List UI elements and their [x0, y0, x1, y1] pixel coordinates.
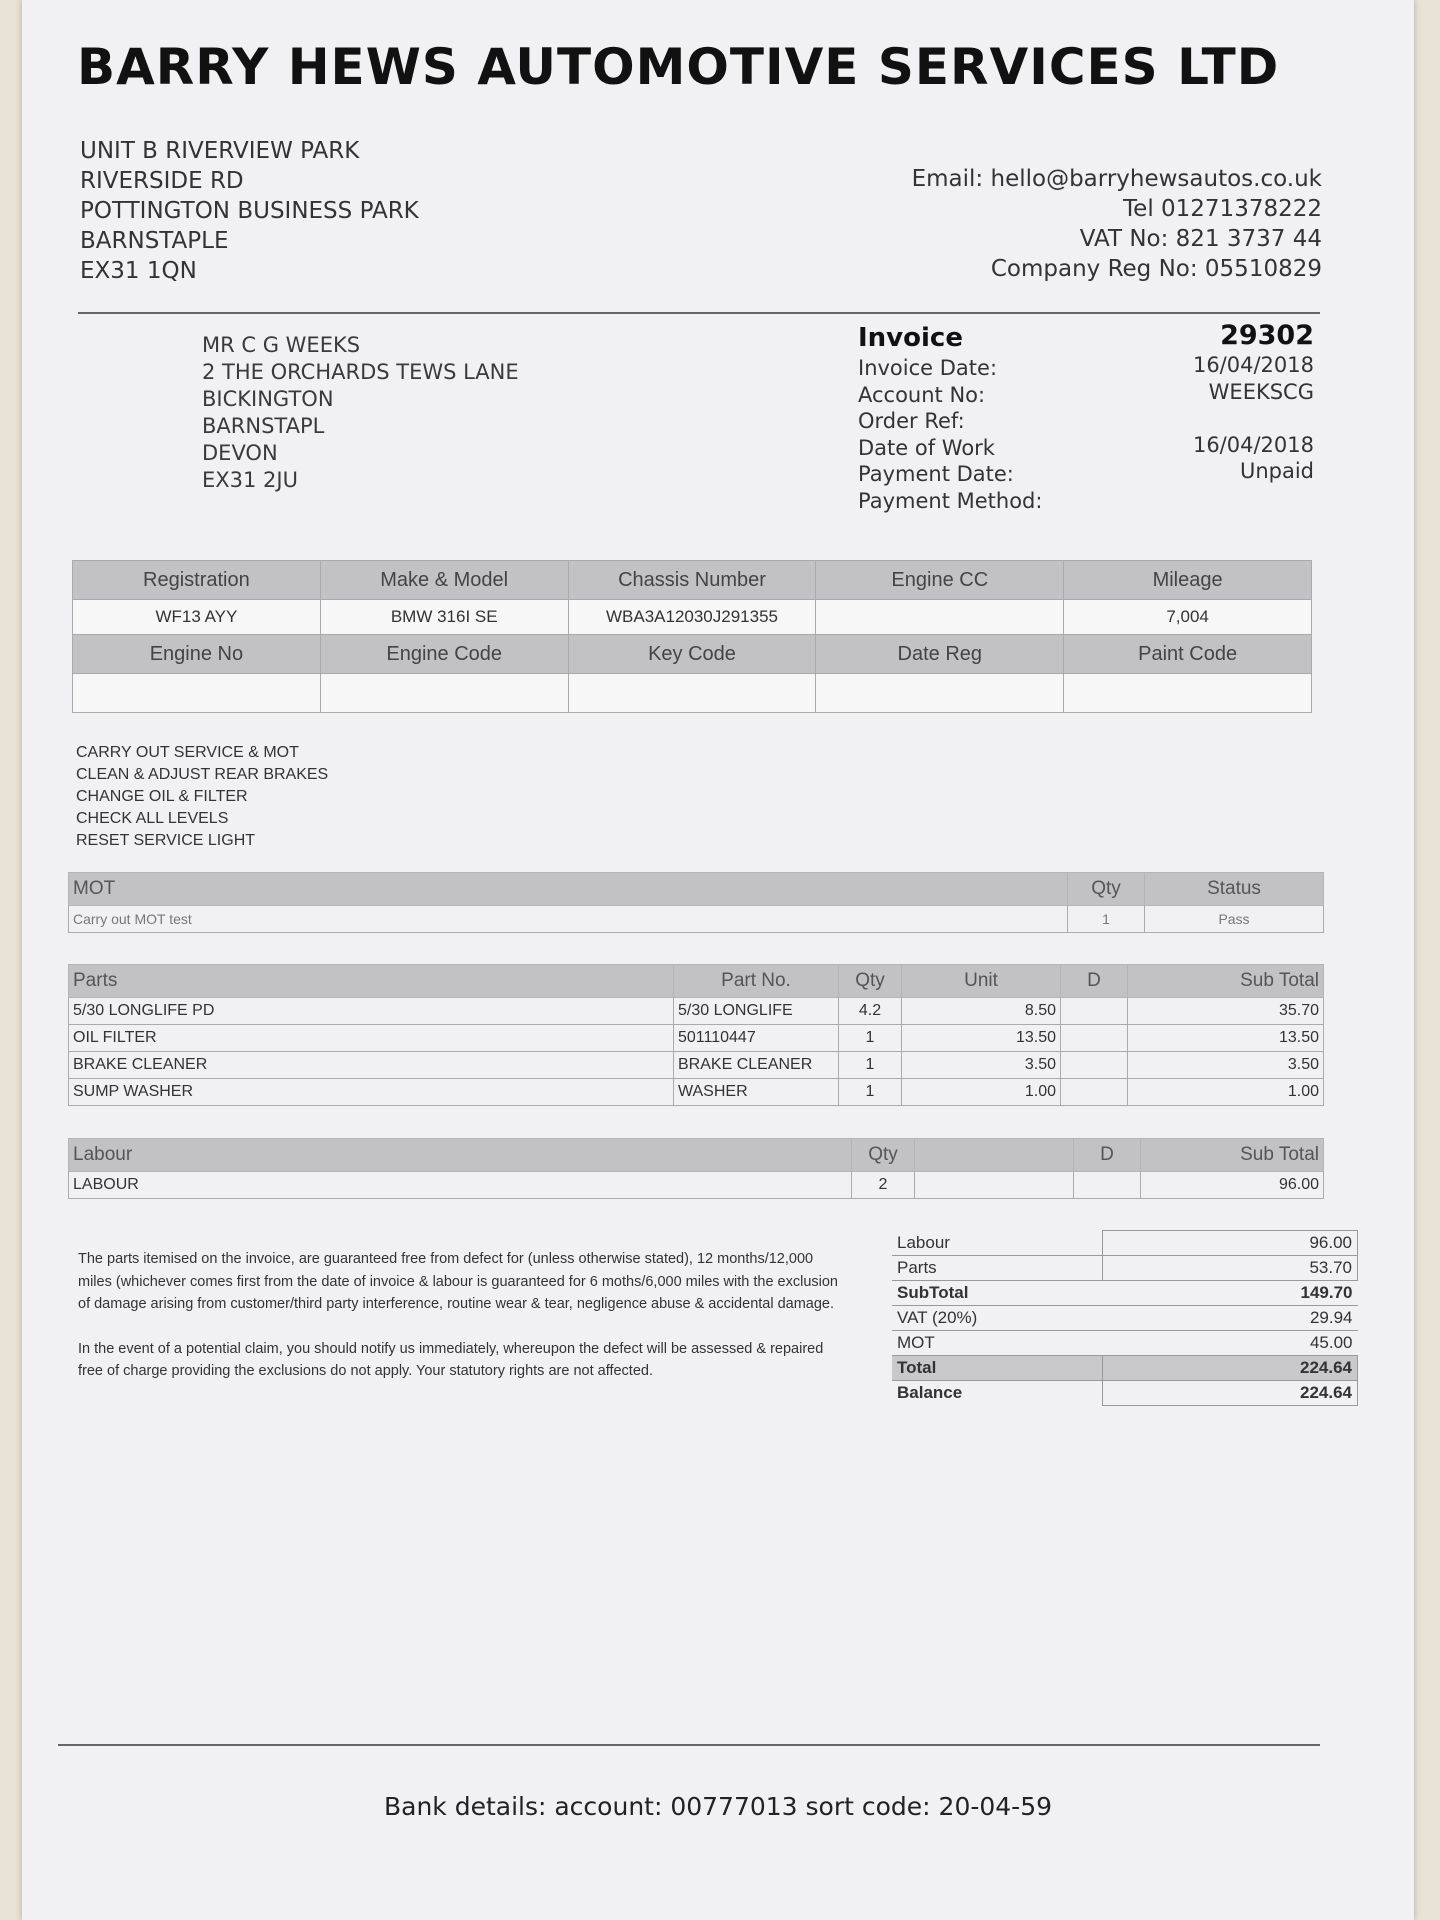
- labour-sub-total: 96.00: [1141, 1172, 1324, 1199]
- invoice-paper: [22, 0, 1414, 1920]
- address-line: BARNSTAPLE: [80, 228, 229, 254]
- terms-text: [78, 1248, 848, 1405]
- part-d: [1061, 1052, 1128, 1079]
- claim-paragraph: In the event of a potential claim, you should notify us immediately, whereupon the defect will be assessed & repaired free of charge providing the exclusions do not apply. Your statutory rights are not affected.: [78, 1340, 824, 1379]
- address-line: EX31 1QN: [80, 258, 197, 284]
- customer-line: DEVON: [202, 441, 278, 465]
- customer-line: MR C G WEEKS: [202, 333, 361, 357]
- part-number: 5/30 LONGLIFE: [674, 998, 839, 1025]
- parts-row: [69, 1079, 1324, 1106]
- part-d: [1061, 1025, 1128, 1052]
- totals-label: MOT: [892, 1331, 1103, 1356]
- part-sub-total: 13.50: [1128, 1025, 1324, 1052]
- parts-header-name: Parts: [69, 965, 674, 998]
- invoice-field-value: [1193, 485, 1314, 512]
- invoice-field-values: [1193, 352, 1314, 511]
- part-name: SUMP WASHER: [69, 1079, 674, 1106]
- address-line: POTTINGTON BUSINESS PARK: [80, 198, 419, 224]
- parts-row: [69, 998, 1324, 1025]
- mot-header-row: [69, 873, 1324, 906]
- parts-header-sub-total: Sub Total: [1128, 965, 1324, 998]
- company-address: [80, 136, 419, 286]
- invoice-field-value: 16/04/2018: [1192, 353, 1314, 377]
- totals-label: SubTotal: [892, 1281, 1103, 1306]
- parts-header-unit: Unit: [902, 965, 1061, 998]
- company-name: BARRY HEWS AUTOMOTIVE SERVICES LTD: [77, 38, 1280, 96]
- vehicle-header-row: [73, 561, 1312, 600]
- engine-no-value: [73, 674, 321, 713]
- part-name: 5/30 LONGLIFE PD: [69, 998, 674, 1025]
- totals-row: [892, 1231, 1358, 1256]
- vehicle-header-cell: Engine Code: [320, 635, 568, 674]
- labour-header-row: [69, 1139, 1324, 1172]
- vehicle-header-row: [73, 635, 1312, 674]
- mileage-value: 7,004: [1064, 600, 1312, 635]
- part-sub-total: 3.50: [1128, 1052, 1324, 1079]
- labour-header-sub-total: Sub Total: [1141, 1139, 1324, 1172]
- totals-row-total: [892, 1356, 1358, 1381]
- registration-value: WF13 AYY: [73, 600, 321, 635]
- part-sub-total: 35.70: [1128, 998, 1324, 1025]
- part-unit: 8.50: [902, 998, 1061, 1025]
- vehicle-header-cell: Mileage: [1064, 561, 1312, 600]
- address-line: RIVERSIDE RD: [80, 168, 244, 194]
- totals-label: Labour: [892, 1231, 1103, 1256]
- parts-header-qty: Qty: [839, 965, 902, 998]
- part-d: [1061, 998, 1128, 1025]
- invoice-field-value: 16/04/2018: [1192, 432, 1314, 457]
- totals-label: Parts: [892, 1256, 1103, 1281]
- totals-value: 224.64: [1103, 1356, 1358, 1381]
- job-line: RESET SERVICE LIGHT: [76, 832, 256, 849]
- date-reg-value: [816, 674, 1064, 713]
- invoice-field-label: Account No:: [858, 382, 986, 407]
- part-name: BRAKE CLEANER: [69, 1052, 674, 1079]
- vehicle-value-row: [73, 674, 1312, 713]
- part-qty: 4.2: [839, 998, 902, 1025]
- engine-cc-value: [816, 600, 1064, 635]
- invoice-title: Invoice: [858, 323, 963, 353]
- part-unit: 13.50: [902, 1025, 1061, 1052]
- mot-status-header: Status: [1145, 873, 1324, 906]
- make-model-value: BMW 316I SE: [320, 600, 568, 635]
- mot-qty-header: Qty: [1068, 873, 1145, 906]
- invoice-field-label: Order Ref:: [858, 409, 965, 433]
- totals-value: 224.64: [1103, 1381, 1358, 1406]
- header-divider: [78, 312, 1320, 314]
- part-number: WASHER: [674, 1079, 839, 1106]
- bank-details: Bank details: account: 00777013 sort code: 20-04-59: [383, 1792, 1053, 1821]
- company-contact: [912, 164, 1322, 284]
- labour-header-name: Labour: [69, 1139, 852, 1172]
- part-qty: 1: [839, 1079, 902, 1106]
- invoice-field-label: Payment Method:: [858, 488, 1043, 513]
- parts-table: [68, 964, 1324, 1106]
- parts-header-row: [69, 965, 1324, 998]
- totals-label: VAT (20%): [892, 1306, 1103, 1331]
- vehicle-value-row: [73, 600, 1312, 635]
- totals-value: 53.70: [1103, 1256, 1358, 1281]
- totals-label: Total: [892, 1356, 1103, 1381]
- invoice-field-label: Date of Work: [858, 435, 995, 460]
- part-number: 501110447: [674, 1025, 839, 1052]
- totals-row: [892, 1331, 1358, 1356]
- parts-header-part-no: Part No.: [674, 965, 839, 998]
- part-d: [1061, 1079, 1128, 1106]
- part-sub-total: 1.00: [1128, 1079, 1324, 1106]
- vehicle-header-cell: Date Reg: [816, 635, 1064, 674]
- parts-row: [69, 1052, 1324, 1079]
- totals-value: 96.00: [1103, 1231, 1358, 1256]
- totals-row: [892, 1306, 1358, 1331]
- totals-row: [892, 1256, 1358, 1281]
- labour-d: [1074, 1172, 1141, 1199]
- vehicle-header-cell: Make & Model: [320, 561, 568, 600]
- part-number: BRAKE CLEANER: [674, 1052, 839, 1079]
- vehicle-table: [72, 560, 1312, 713]
- invoice-number: 29302: [1220, 320, 1314, 351]
- vehicle-header-cell: Registration: [73, 561, 321, 600]
- labour-row: [69, 1172, 1324, 1199]
- mot-desc: Carry out MOT test: [69, 906, 1068, 933]
- address-line: UNIT B RIVERVIEW PARK: [80, 138, 360, 164]
- invoice-field-value: Unpaid: [1239, 459, 1314, 483]
- part-qty: 1: [839, 1025, 902, 1052]
- mot-status: Pass: [1145, 906, 1324, 933]
- footer-divider: [58, 1744, 1320, 1746]
- customer-line: EX31 2JU: [202, 468, 298, 492]
- mot-qty: 1: [1068, 906, 1145, 933]
- part-name: OIL FILTER: [69, 1025, 674, 1052]
- totals-table: [892, 1230, 1358, 1406]
- company-reg: Company Reg No: 05510829: [990, 256, 1322, 282]
- labour-header-qty: Qty: [852, 1139, 915, 1172]
- invoice-field-labels: [858, 355, 1042, 514]
- labour-header-d: D: [1074, 1139, 1141, 1172]
- job-line: CHANGE OIL & FILTER: [76, 788, 248, 805]
- labour-table: [68, 1138, 1324, 1199]
- chassis-number-value: WBA3A12030J291355: [568, 600, 816, 635]
- labour-name: LABOUR: [69, 1172, 852, 1199]
- part-qty: 1: [839, 1052, 902, 1079]
- customer-address: [202, 332, 519, 494]
- labour-qty: 2: [852, 1172, 915, 1199]
- key-code-value: [568, 674, 816, 713]
- vehicle-header-cell: Engine No: [73, 635, 321, 674]
- totals-label: Balance: [897, 1383, 963, 1403]
- customer-line: BARNSTAPL: [202, 414, 325, 438]
- invoice-field-label: Invoice Date:: [858, 356, 998, 380]
- job-line: CARRY OUT SERVICE & MOT: [76, 744, 299, 761]
- engine-code-value: [320, 674, 568, 713]
- customer-line: BICKINGTON: [202, 387, 334, 411]
- labour-header-spacer: [915, 1139, 1074, 1172]
- part-unit: 1.00: [902, 1079, 1061, 1106]
- job-line: CHECK ALL LEVELS: [76, 810, 229, 827]
- vehicle-header-cell: Key Code: [568, 635, 816, 674]
- invoice-field-value: [1193, 405, 1314, 432]
- invoice-field-value: WEEKSCG: [1208, 379, 1314, 404]
- company-vat: VAT No: 821 3737 44: [1079, 226, 1322, 252]
- company-phone: Tel 01271378222: [1123, 196, 1322, 222]
- totals-value: 45.00: [1103, 1331, 1358, 1356]
- paint-code-value: [1064, 674, 1312, 713]
- totals-value: 29.94: [1103, 1306, 1358, 1331]
- job-line: CLEAN & ADJUST REAR BRAKES: [76, 766, 329, 783]
- totals-value: 149.70: [1103, 1281, 1358, 1306]
- parts-row: [69, 1025, 1324, 1052]
- totals-row: [892, 1281, 1358, 1306]
- totals-row-balance: [892, 1381, 1358, 1406]
- parts-header-d: D: [1061, 965, 1128, 998]
- guarantee-paragraph: The parts itemised on the invoice, are guaranteed free from defect for (unless otherwise stated), 12 months/12,000 miles (whichever comes first from the date of invoice & labour is guaranteed for 6 moths/6,000 miles with the exclusion of damage arising from customer/third party interference, routine wear & tear, negligence abuse & accidental damage.: [78, 1251, 838, 1312]
- company-email: Email: hello@barryhewsautos.co.uk: [911, 166, 1322, 192]
- invoice-field-label: Payment Date:: [858, 462, 1014, 486]
- part-unit: 3.50: [902, 1052, 1061, 1079]
- customer-line: 2 THE ORCHARDS TEWS LANE: [202, 360, 519, 384]
- mot-header: MOT: [69, 873, 1068, 906]
- vehicle-header-cell: Paint Code: [1064, 635, 1312, 674]
- labour-spacer: [915, 1172, 1074, 1199]
- vehicle-header-cell: Engine CC: [816, 561, 1064, 600]
- mot-table: [68, 872, 1324, 933]
- mot-row: [69, 906, 1324, 933]
- vehicle-header-cell: Chassis Number: [568, 561, 816, 600]
- work-description: [76, 742, 328, 852]
